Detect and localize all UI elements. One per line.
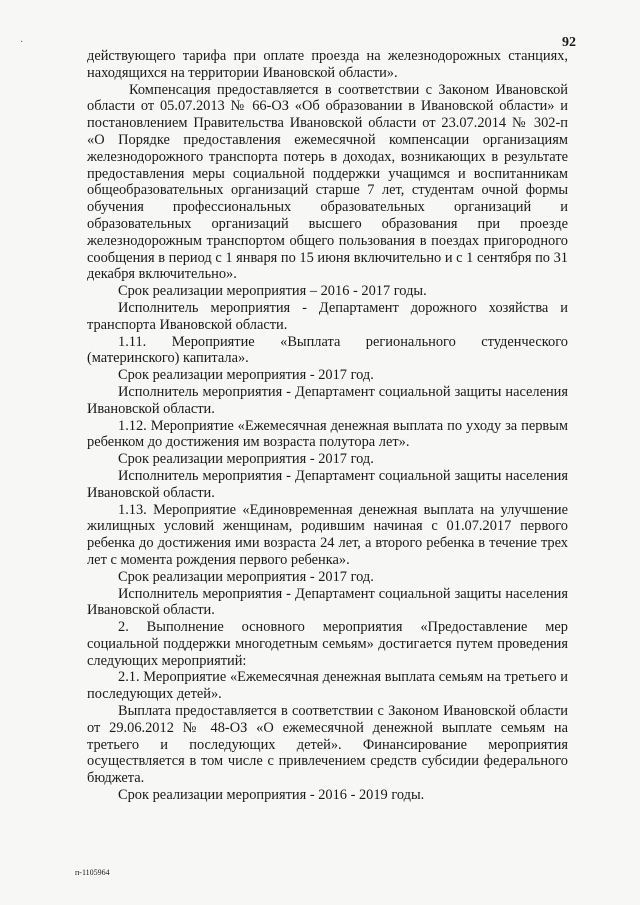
paragraph-executor: Исполнитель мероприятия - Департамент дорожного хозяйства и транспорта Ивановской области. xyxy=(87,299,568,333)
paragraph-executor: Исполнитель мероприятия - Департамент социальной защиты населения Ивановской области. xyxy=(87,383,568,417)
paragraph-item-1-13: 1.13. Мероприятие «Единовременная денежная выплата на улучшение жилищных условий женщинам, родившим начиная с 01.07.2017 первого ребенка до достижения ими возраста 24 лет, а второго ребенка в течение трех лет с момента рождения первого ребенка». xyxy=(87,501,568,568)
paragraph-item-1-12: 1.12. Мероприятие «Ежемесячная денежная выплата по уходу за первым ребенком до достижения им возраста полутора лет». xyxy=(87,417,568,451)
paragraph-term: Срок реализации мероприятия - 2016 - 2019 годы. xyxy=(118,787,425,804)
paragraph-payment: Выплата предоставляется в соответствии с Законом Ивановской области от 29.06.2012 № 48-ОЗ «О ежемесячной денежной выплате семьям на третьего и последующих детей». Финансирование мероприятия осуществляется в том числе с привлечением средств субсидии федерального бюджета. xyxy=(87,703,568,787)
paragraph-item-1-11: 1.11. Мероприятие «Выплата регионального студенческого (материнского) капитала». xyxy=(87,333,568,367)
paragraph-tariff-continuation: действующего тарифа при оплате проезда на железнодорожных станциях, находящихся на территории Ивановской области». xyxy=(87,48,568,81)
paragraph-term: Срок реализации мероприятия - 2017 год. xyxy=(118,451,374,468)
paragraph-item-2-1: 2.1. Мероприятие «Ежемесячная денежная выплата семьям на третьего и последующих детей». xyxy=(87,669,568,703)
document-code: п-1105964 xyxy=(75,868,110,877)
paragraph-term: Срок реализации мероприятия - 2017 год. xyxy=(118,568,374,585)
paragraph-executor: Исполнитель мероприятия - Департамент социальной защиты населения Ивановской области. xyxy=(87,585,568,619)
document-body xyxy=(87,48,568,804)
paragraph-compensation: Компенсация предоставляется в соответствии с Законом Ивановской области от 05.07.2013 № 66-ОЗ «Об образовании в Ивановской области» и постановлением Правительства Ивановской области от 23.07.2014 № 302-п «О Порядке предоставления ежемесячной компенсации организациям железнодорожного транспорта потерь в доходах, возникающих в результате предоставления меры социальной поддержки учащимся и воспитанникам общеобразовательных организаций старше 7 лет, студентам очной формы обучения профессиональных образовательных организаций и образовательных организаций высшего образования при проезде железнодорожным транспортом общего пользования в поездах пригородного сообщения в период с 1 января по 15 июня включительно и с 1 сентября по 31 декабря включительно». xyxy=(87,81,568,283)
margin-mark: · xyxy=(20,37,24,48)
paragraph-executor: Исполнитель мероприятия - Департамент социальной защиты населения Ивановской области. xyxy=(87,467,568,501)
paragraph-term: Срок реализации мероприятия – 2016 - 2017 годы. xyxy=(118,283,427,300)
paragraph-term: Срок реализации мероприятия - 2017 год. xyxy=(118,367,374,384)
page-number: 92 xyxy=(562,35,576,50)
paragraph-item-2: 2. Выполнение основного мероприятия «Предоставление мер социальной поддержки многодетным семьям» достигается путем проведения следующих мероприятий: xyxy=(87,619,568,669)
